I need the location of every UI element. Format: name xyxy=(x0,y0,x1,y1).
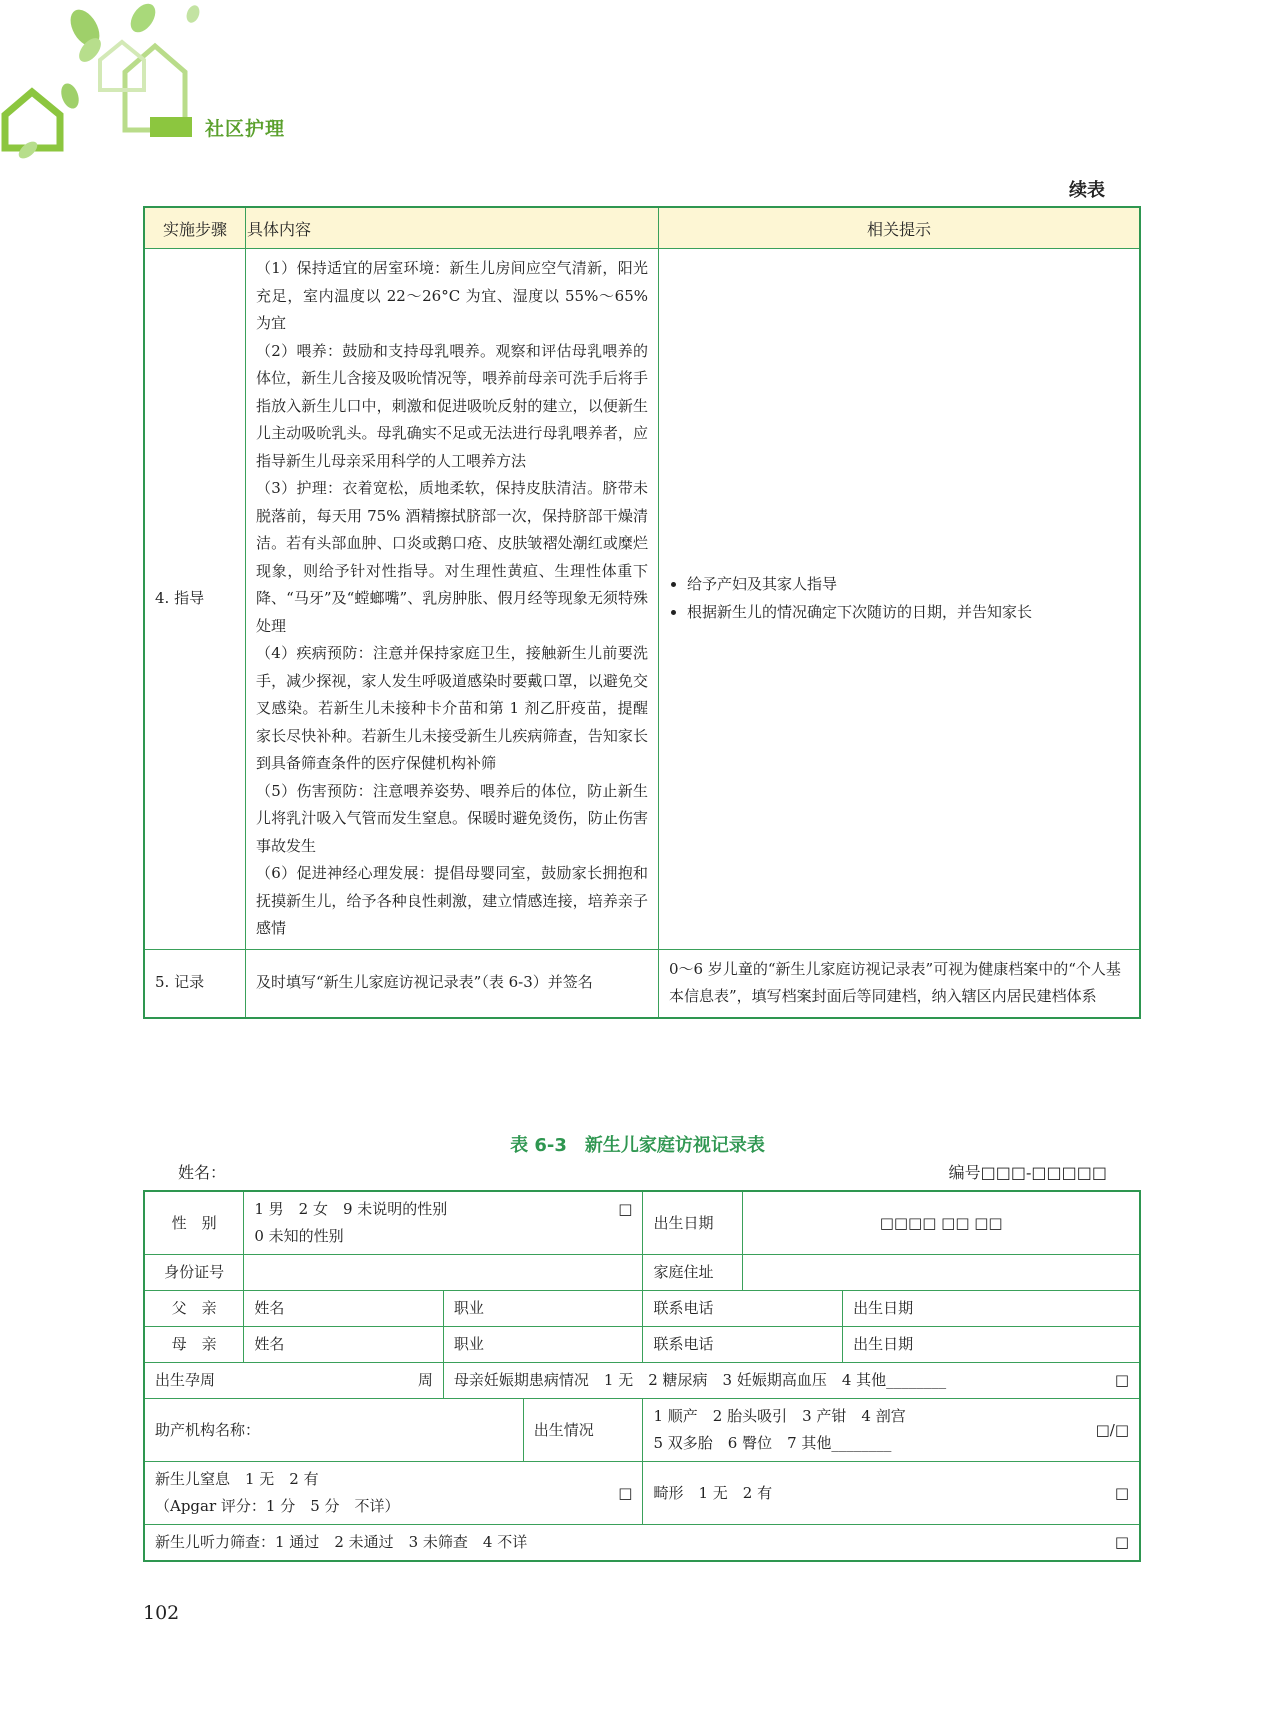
hearing-options: 新生儿听力筛查：1 通过 2 未通过 3 未筛查 4 不详 xyxy=(155,1533,528,1551)
header-tips: 相关提示 xyxy=(659,207,1141,249)
table-row xyxy=(144,949,1140,1018)
father-birth-field[interactable]: 出生日期 xyxy=(843,1291,1140,1327)
table-row xyxy=(144,1399,1140,1462)
mother-label: 母 亲 xyxy=(144,1327,244,1363)
table-row xyxy=(144,249,1140,950)
checkbox[interactable]: □ xyxy=(1114,1371,1129,1389)
step-cell: 5. 记录 xyxy=(144,949,246,1018)
implementation-table xyxy=(143,206,1141,1019)
checkbox[interactable]: □ xyxy=(1114,1533,1129,1551)
father-label: 父 亲 xyxy=(144,1291,244,1327)
father-job-field[interactable]: 职业 xyxy=(443,1291,643,1327)
table-row xyxy=(144,1327,1140,1363)
checkbox[interactable]: □ xyxy=(618,1200,633,1218)
hearing-screening-field[interactable] xyxy=(144,1525,1140,1562)
tips-list xyxy=(669,571,1129,626)
gender-label: 性 别 xyxy=(144,1191,244,1255)
table-row xyxy=(144,1191,1140,1255)
content-paragraph: （3）护理：衣着宽松，质地柔软，保持皮肤清洁。脐带未脱落前，每天用 75% 酒精擦拭脐部一次，保持脐部干燥清洁。若有头部血肿、口炎或鹅口疮、皮肤皱褶处潮红或糜烂现象，则给予针对性指导。对生理性黄疸、生理性体重下降、“马牙”及“螳螂嘴”、乳房肿胀、假月经等现象无须特殊处理 xyxy=(256,479,648,635)
content-paragraph: （2）喂养：鼓励和支持母乳喂养。观察和评估母乳喂养的体位，新生儿含接及吸吮情况等，喂养前母亲可洗手后将手指放入新生儿口中，刺激和促进吸吮反射的建立，以便新生儿主动吸吮乳头。母乳确实不足或无法进行母乳喂养者，应指导新生儿母亲采用科学的人工喂养方法 xyxy=(256,341,648,470)
maternal-disease-field[interactable] xyxy=(443,1363,1140,1399)
mother-phone-field[interactable]: 联系电话 xyxy=(643,1327,843,1363)
record-code-label: 编号□□□-□□□□□ xyxy=(948,1163,1107,1182)
continued-label: 续表 xyxy=(1069,180,1105,201)
tips-cell: 0～6 岁儿童的“新生儿家庭访视记录表”可视为健康档案中的“个人基本信息表”，填写档案封面后等同建档，纳入辖区内居民建档体系 xyxy=(659,949,1141,1018)
mother-job-field[interactable]: 职业 xyxy=(443,1327,643,1363)
checkbox[interactable]: □ xyxy=(1114,1483,1129,1502)
header-step: 实施步骤 xyxy=(144,207,246,249)
deformity-options: 畸形 1 无 2 有 xyxy=(653,1483,773,1502)
gender-field[interactable] xyxy=(244,1191,643,1255)
table-row xyxy=(144,1525,1140,1562)
birthdate-field[interactable]: □□□□ □□ □□ xyxy=(743,1191,1140,1255)
step-cell: 4. 指导 xyxy=(144,249,246,950)
gestational-week-field[interactable] xyxy=(144,1363,443,1399)
table-row xyxy=(144,1255,1140,1291)
table-caption: 表 6-3 新生儿家庭访视记录表 xyxy=(510,1135,765,1156)
father-name-field[interactable]: 姓名 xyxy=(244,1291,444,1327)
header-content: 具体内容 xyxy=(246,207,659,249)
week-unit: 周 xyxy=(417,1371,433,1389)
header-house-leaf-art xyxy=(0,0,220,175)
section-title: 社区护理 xyxy=(205,118,286,140)
content-paragraph: （4）疾病预防：注意并保持家庭卫生，接触新生儿前要洗手，减少探视，家人发生呼吸道感染时要戴口罩，以避免交叉感染。若新生儿未接种卡介苗和第 1 剂乙肝疫苗，提醒家长尽快补种。若新生儿未接受新生儿疾病筛查，告知家长到具备筛查条件的医疗保健机构补筛 xyxy=(256,644,648,772)
table-row xyxy=(144,1363,1140,1399)
mother-name-field[interactable]: 姓名 xyxy=(244,1327,444,1363)
asphyxia-apgar: （Apgar 评分：1 分 5 分 不详） xyxy=(155,1497,400,1515)
asphyxia-options: 新生儿窒息 1 无 2 有 xyxy=(155,1470,319,1488)
name-label: 姓名： xyxy=(178,1163,227,1182)
father-phone-field[interactable]: 联系电话 xyxy=(643,1291,843,1327)
table-row xyxy=(144,1462,1140,1525)
page-number: 102 xyxy=(143,1602,180,1624)
home-visit-record-form xyxy=(143,1190,1141,1562)
content-cell: 及时填写“新生儿家庭访视记录表”（表 6-3）并签名 xyxy=(246,949,659,1018)
list-item: • 给予产妇及其家人指导 xyxy=(687,571,1129,599)
gender-options: 1 男 2 女 9 未说明的性别 xyxy=(254,1200,448,1218)
content-paragraph: （6）促进神经心理发展：提倡母婴同室，鼓励家长拥抱和抚摸新生儿，给予各种良性刺激，建立情感连接，培养亲子感情 xyxy=(256,864,648,937)
gender-options: 0 未知的性别 xyxy=(254,1227,344,1245)
maternal-disease-options: 母亲妊娠期患病情况 1 无 2 糖尿病 3 妊娠期高血压 4 其他________ xyxy=(453,1371,947,1389)
header-accent-bar xyxy=(150,117,192,137)
double-checkbox[interactable]: □/□ xyxy=(1095,1421,1129,1439)
gestational-week-label: 出生孕周 xyxy=(155,1371,216,1389)
id-label: 身份证号 xyxy=(144,1255,244,1291)
birth-status-options: 1 顺产 2 胎头吸引 3 产钳 4 剖宫 xyxy=(653,1407,906,1425)
content-paragraph: （5）伤害预防：注意喂养姿势、喂养后的体位，防止新生儿将乳汁吸入气管而发生窒息。保暖时避免烫伤，防止伤害事故发生 xyxy=(256,781,648,855)
tips-cell xyxy=(659,249,1141,950)
content-paragraph: （1）保持适宜的居室环境：新生儿房间应空气清新，阳光充足，室内温度以 22～26°C 为宜、湿度以 55%～65% 为宜 xyxy=(256,259,648,332)
address-field[interactable] xyxy=(743,1255,1140,1291)
list-item: • 根据新生儿的情况确定下次随访的日期，并告知家长 xyxy=(687,599,1129,627)
address-label: 家庭住址 xyxy=(643,1255,743,1291)
table-header-row xyxy=(144,207,1140,249)
birth-status-options: 5 双多胎 6 臀位 7 其他________ xyxy=(653,1434,892,1452)
birth-status-label: 出生情况 xyxy=(523,1399,643,1462)
facility-field[interactable]: 助产机构名称： xyxy=(144,1399,523,1462)
checkbox[interactable]: □ xyxy=(618,1484,633,1502)
asphyxia-field[interactable] xyxy=(144,1462,643,1525)
mother-birth-field[interactable]: 出生日期 xyxy=(843,1327,1140,1363)
table-row xyxy=(144,1291,1140,1327)
birthdate-label: 出生日期 xyxy=(643,1191,743,1255)
content-cell xyxy=(246,249,659,950)
id-field[interactable] xyxy=(244,1255,643,1291)
birth-status-field[interactable] xyxy=(643,1399,1140,1462)
deformity-field[interactable] xyxy=(643,1462,1140,1525)
